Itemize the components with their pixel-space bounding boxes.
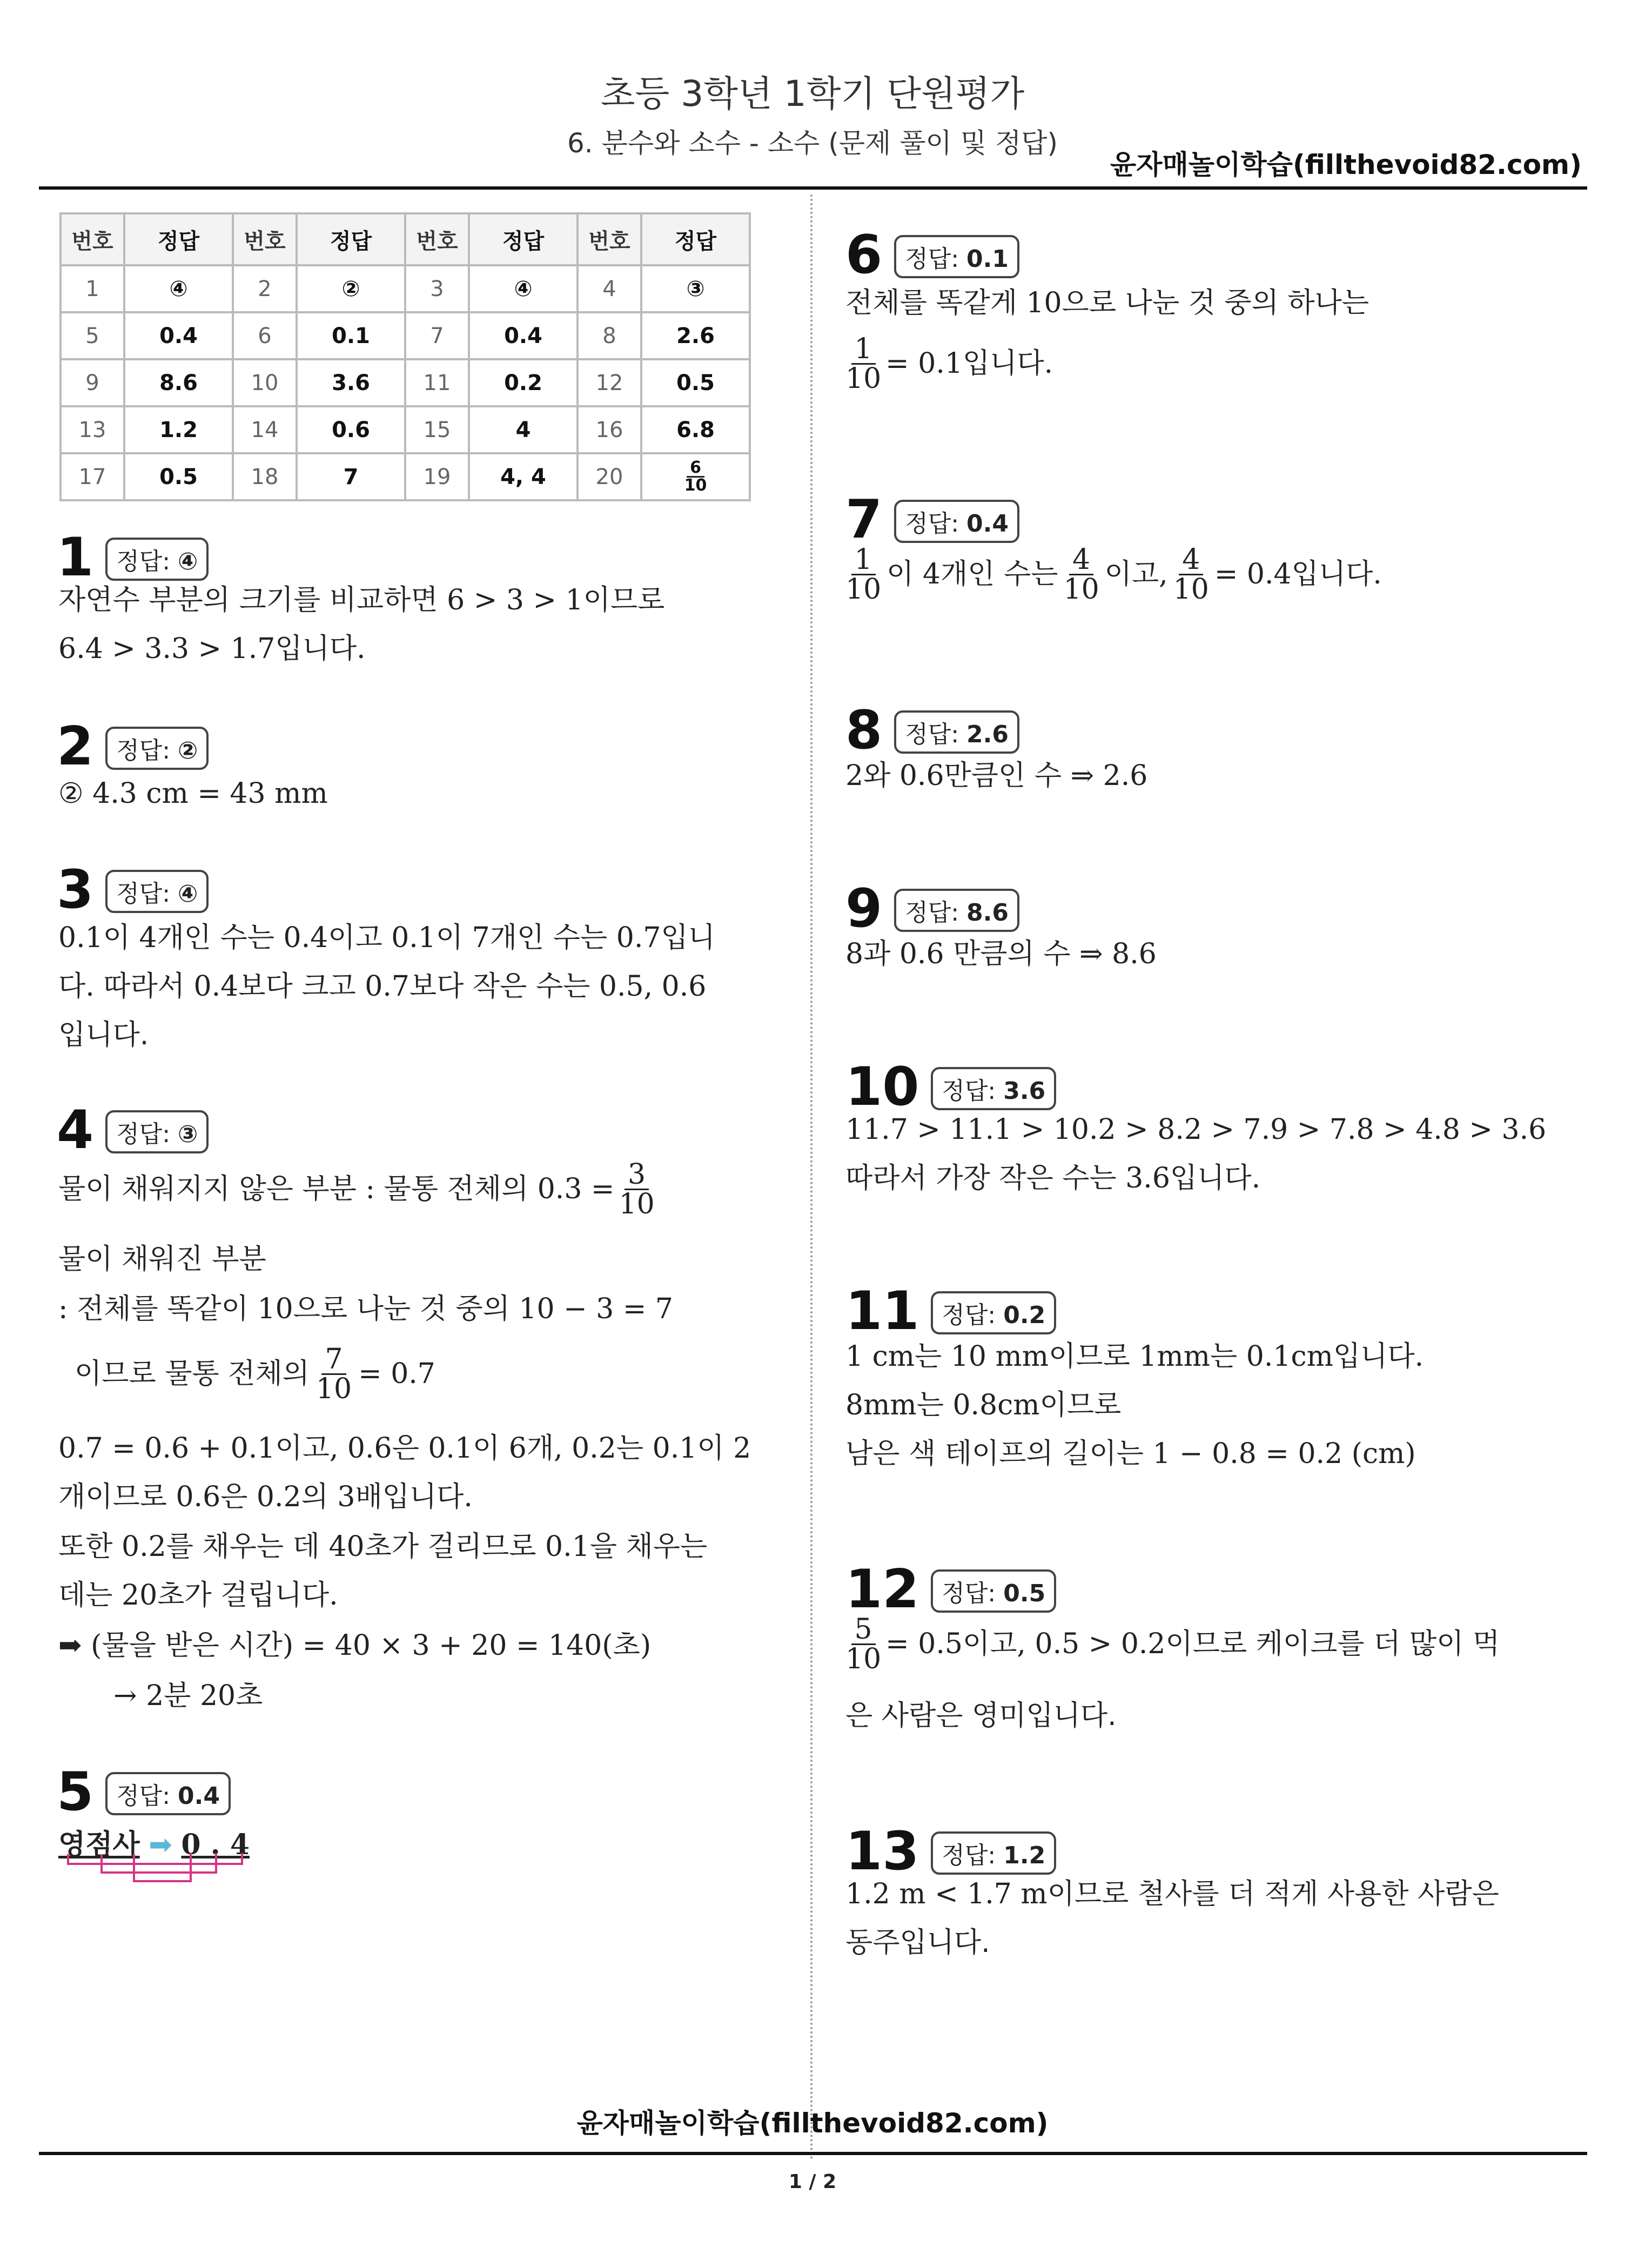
brand-header: 윤자매놀이학습(fillthevoid82.com) [1110,149,1582,180]
question-number: 7 [845,489,883,551]
q4-line: → 2분 20초 [113,1680,263,1712]
question-number: 2 [57,716,94,777]
fraction: $\frac{7}{10}$ [315,1343,352,1405]
fraction: $\frac{4}{10}$ [1173,543,1209,606]
q4-line: 0.7 = 0.6 + 0.1이고, 0.6은 0.1이 6개, 0.2는 0.1이 2 [58,1432,751,1465]
fraction: $\frac{4}{10}$ [1063,543,1099,606]
cell-no: 6 [233,312,297,359]
column-divider [810,194,812,2161]
fraction: $\frac{6}{10}$ [684,458,707,495]
q5-word: 영점사 [58,1829,140,1861]
q4-line: 이므로 물통 전체의 $\frac{7}{10}$ = 0.7 [75,1343,435,1405]
answer-badge: 정답: ④ [105,538,209,581]
question-number: 4 [57,1099,94,1161]
cell-ans: 0.4 [469,312,578,359]
page-number: 1 / 2 [788,2171,837,2193]
question-6-header [845,224,1019,286]
answer-badge: 정답: ④ [105,870,209,913]
cell-no: 4 [578,265,641,312]
cell-no: 18 [233,453,297,500]
col-no: 번호 [61,213,124,265]
answer-badge: 정답: ③ [105,1110,209,1153]
q4-line: 또한 0.2를 채우는 데 40초가 걸리므로 0.1을 채우는 [58,1531,708,1563]
q2-line: ② 4.3 cm = 43 mm [58,777,328,810]
cell-no: 10 [233,359,297,406]
q8-line: 2와 0.6만큼인 수 ⇒ 2.6 [845,760,1148,792]
q10-line: 11.7 > 11.1 > 10.2 > 8.2 > 7.9 > 7.8 > 4.8 > 3.6 [845,1113,1547,1146]
page-subtitle: 6. 분수와 소수 - 소수 (문제 풀이 및 정답) [567,128,1058,159]
cell-ans: 0.2 [469,359,578,406]
cell-no: 1 [61,265,124,312]
col-no: 번호 [405,213,469,265]
cell-no: 8 [578,312,641,359]
q3-line: 입니다. [58,1019,149,1051]
cell-ans: 0.1 [297,312,405,359]
question-number: 3 [57,859,94,921]
header-rule [39,186,1587,190]
col-ans: 정답 [297,213,405,265]
cell-ans: 1.2 [124,406,233,453]
question-9-header [845,878,1019,940]
col-ans: 정답 [641,213,750,265]
cell-no: 19 [405,453,469,500]
cell-no: 2 [233,265,297,312]
answer-badge: 정답: 0.2 [931,1291,1056,1334]
answer-badge: 정답: 8.6 [894,889,1019,932]
cell-ans: 4 [469,406,578,453]
cell-ans: 0.6 [297,406,405,453]
question-number: 10 [845,1056,919,1118]
q1-line: 6.4 > 3.3 > 1.7입니다. [58,633,366,665]
question-number: 13 [845,1821,919,1882]
answer-badge: 정답: 2.6 [894,710,1019,754]
answer-badge: 정답: 0.1 [894,235,1019,278]
cell-ans: 7 [297,453,405,500]
question-number: 8 [845,700,883,761]
question-13-header [845,1821,1056,1882]
cell-no: 15 [405,406,469,453]
col-no: 번호 [233,213,297,265]
arrow-icon: ➡ [149,1829,172,1861]
question-7-header [845,489,1019,551]
fraction: $\frac{1}{10}$ [845,543,882,606]
cell-ans: ③ [641,265,750,312]
question-12-header [845,1559,1056,1620]
question-4-header [57,1099,209,1161]
cell-ans: 6.8 [641,406,750,453]
cell-ans: 0.4 [124,312,233,359]
cell-no: 3 [405,265,469,312]
cell-no: 7 [405,312,469,359]
table-row [61,406,750,453]
q12-line: 은 사람은 영미입니다. [845,1700,1117,1732]
cell-no: 13 [61,406,124,453]
table-row [61,265,750,312]
q10-line: 따라서 가장 작은 수는 3.6입니다. [845,1162,1261,1195]
cell-ans: ② [297,265,405,312]
cell-no: 12 [578,359,641,406]
question-number: 9 [845,878,883,940]
answer-table-header [61,213,750,265]
q5-bracket-lines [58,1853,253,1891]
table-row [61,453,750,500]
question-number: 11 [845,1280,919,1342]
q13-line: 1.2 m < 1.7 m이므로 철사를 더 적게 사용한 사람은 [845,1878,1499,1910]
q4-line: 데는 20초가 걸립니다. [58,1579,338,1612]
cell-ans: 3.6 [297,359,405,406]
answer-badge: 정답: ② [105,727,209,770]
q5-digits: 0 . 4 [181,1828,250,1861]
cell-no: 14 [233,406,297,453]
cell-ans: ④ [469,265,578,312]
q6-line: $\frac{1}{10}$ = 0.1입니다. [845,333,1053,395]
question-5-header [57,1761,231,1823]
q7-line: $\frac{1}{10}$ 이 4개인 수는 $\frac{4}{10}$ 이고, $\frac{4}{10}$ = 0.4입니다. [845,543,1382,606]
question-8-header [845,700,1019,761]
cell-no: 5 [61,312,124,359]
q11-line: 8mm는 0.8cm이므로 [845,1389,1122,1421]
q3-line: 다. 따라서 0.4보다 크고 0.7보다 작은 수는 0.5, 0.6 [58,970,707,1003]
fraction: $\frac{3}{10}$ [619,1158,655,1220]
question-3-header [57,859,209,921]
q13-line: 동주입니다. [845,1927,990,1959]
answer-table [59,212,751,501]
col-ans: 정답 [469,213,578,265]
answer-badge: 정답: 0.4 [105,1772,231,1815]
answer-badge: 정답: 0.4 [894,500,1019,543]
col-ans: 정답 [124,213,233,265]
question-1-header [57,527,209,588]
q9-line: 8과 0.6 만큼의 수 ⇒ 8.6 [845,938,1157,970]
q3-line: 0.1이 4개인 수는 0.4이고 0.1이 7개인 수는 0.7입니 [58,922,715,954]
table-row [61,359,750,406]
brand-footer: 윤자매놀이학습(fillthevoid82.com) [576,2108,1049,2139]
cell-no: 20 [578,453,641,500]
cell-ans: 2.6 [641,312,750,359]
cell-no: 11 [405,359,469,406]
footer-rule [39,2152,1587,2155]
fraction: $\frac{5}{10}$ [845,1613,882,1675]
cell-ans: 4, 4 [469,453,578,500]
table-row [61,312,750,359]
q11-line: 1 cm는 10 mm이므로 1mm는 0.1cm입니다. [845,1340,1424,1373]
fraction: $\frac{1}{10}$ [845,333,882,395]
cell-ans: ④ [124,265,233,312]
question-11-header [845,1280,1056,1342]
q12-line: $\frac{5}{10}$ = 0.5이고, 0.5 > 0.2이므로 케이크를 더 많이 먹 [845,1613,1500,1675]
answer-badge: 정답: 3.6 [931,1067,1056,1110]
answer-badge: 정답: 0.5 [931,1569,1056,1613]
col-no: 번호 [578,213,641,265]
question-2-header [57,716,209,777]
question-number: 5 [57,1761,94,1823]
cell-no: 17 [61,453,124,500]
q4-line: ➡ (물을 받은 시간) = 40 × 3 + 20 = 140(초) [58,1629,652,1662]
q1-line: 자연수 부분의 크기를 비교하면 6 > 3 > 1이므로 [58,584,665,616]
cell-ans: 0.5 [641,359,750,406]
cell-ans: 0.5 [124,453,233,500]
q4-line: 물이 채워진 부분 [58,1243,266,1276]
cell-ans: 8.6 [124,359,233,406]
page-title: 초등 3학년 1학기 단원평가 [600,73,1025,115]
q6-line: 전체를 똑같게 10으로 나눈 것 중의 하나는 [845,287,1369,319]
q4-line: : 전체를 똑같이 10으로 나눈 것 중의 10 − 3 = 7 [58,1293,674,1325]
question-10-header [845,1056,1056,1118]
cell-no: 9 [61,359,124,406]
answer-badge: 정답: 1.2 [931,1831,1056,1875]
cell-no: 16 [578,406,641,453]
cell-ans [641,453,750,500]
q4-line: 물이 채워지지 않은 부분 : 물통 전체의 0.3 = $\frac{3}{10}$ [58,1158,655,1220]
question-number: 12 [845,1559,919,1620]
q4-line: 개이므로 0.6은 0.2의 3배입니다. [58,1481,473,1513]
question-number: 6 [845,224,883,286]
question-number: 1 [57,527,94,588]
q11-line: 남은 색 테이프의 길이는 1 − 0.8 = 0.2 (cm) [845,1438,1416,1470]
